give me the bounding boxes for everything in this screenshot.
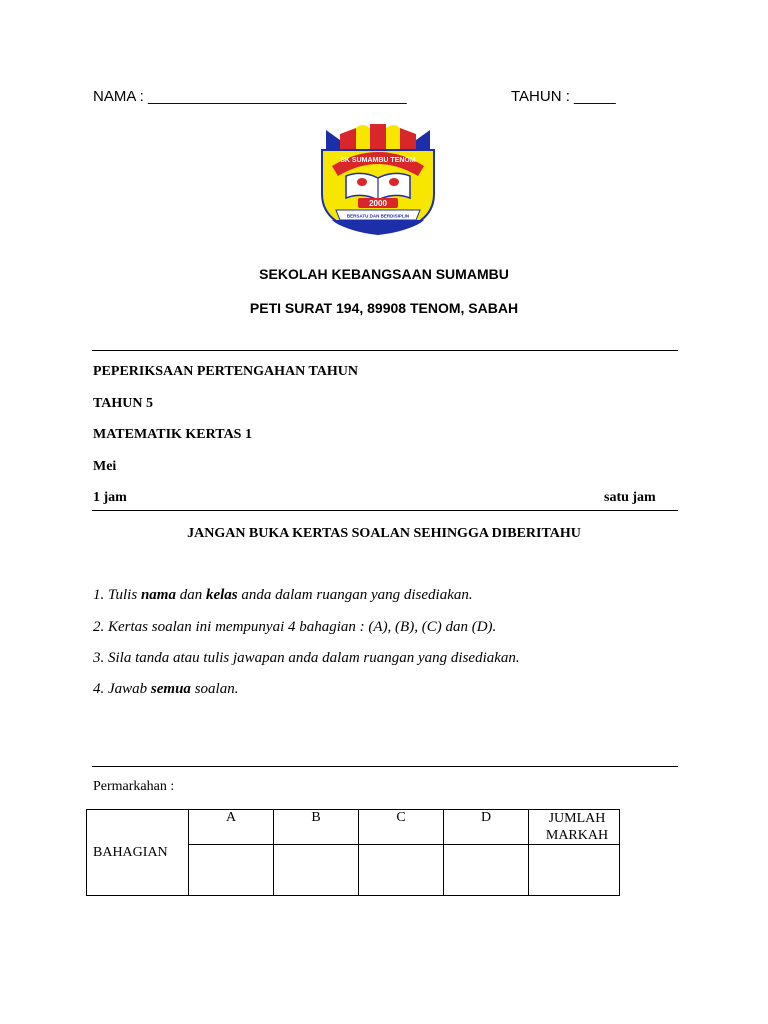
warning-text: JANGAN BUKA KERTAS SOALAN SEHINGGA DIBERITAHU	[187, 526, 581, 541]
row-label-bahagian: BAHAGIAN	[87, 810, 189, 896]
instruction-2: 2. Kertas soalan ini mempunyai 4 bahagian : (A), (B), (C) dan (D).	[93, 619, 497, 635]
exam-paper: MATEMATIK KERTAS 1	[93, 427, 252, 442]
column-header-d: D	[444, 810, 529, 845]
school-name: SEKOLAH KEBANGSAAN SUMAMBU	[259, 266, 509, 282]
column-header-total: JUMLAH MARKAH	[529, 810, 620, 845]
school-address: PETI SURAT 194, 89908 TENOM, SABAH	[249, 300, 519, 316]
divider-bottom	[92, 766, 678, 767]
mark-cell-a[interactable]	[189, 845, 274, 896]
logo-arc-text: SK SUMAMBU TENOM	[340, 157, 416, 164]
divider-middle	[92, 510, 678, 511]
logo-year: 2000	[369, 199, 387, 208]
exam-year: TAHUN 5	[93, 396, 154, 411]
exam-duration-words: satu jam	[604, 490, 656, 505]
column-header-a: A	[189, 810, 274, 845]
marks-label: Permarkahan :	[93, 779, 175, 794]
instruction-3: 3. Sila tanda atau tulis jawapan anda dalam ruangan yang disediakan.	[93, 650, 520, 666]
column-header-b: B	[274, 810, 359, 845]
mark-cell-d[interactable]	[444, 845, 529, 896]
exam-duration: 1 jam	[93, 490, 127, 505]
mark-cell-total[interactable]	[529, 845, 620, 896]
year-field[interactable]: TAHUN : _____	[511, 88, 616, 105]
instruction-1: 1. Tulis nama dan kelas anda dalam ruangan yang disediakan.	[93, 587, 473, 603]
column-header-c: C	[359, 810, 444, 845]
exam-month: Mei	[93, 459, 117, 474]
exam-title: PEPERIKSAAN PERTENGAHAN TAHUN	[93, 364, 359, 379]
name-field[interactable]: NAMA : _______________________________	[93, 88, 407, 105]
instruction-4: 4. Jawab semua soalan.	[93, 681, 239, 697]
divider-top	[92, 350, 678, 351]
mark-cell-b[interactable]	[274, 845, 359, 896]
school-logo	[318, 124, 438, 236]
mark-cell-c[interactable]	[359, 845, 444, 896]
marks-table	[86, 809, 620, 896]
logo-motto: BERSATU DAN BERDISIPLIN	[346, 213, 410, 219]
